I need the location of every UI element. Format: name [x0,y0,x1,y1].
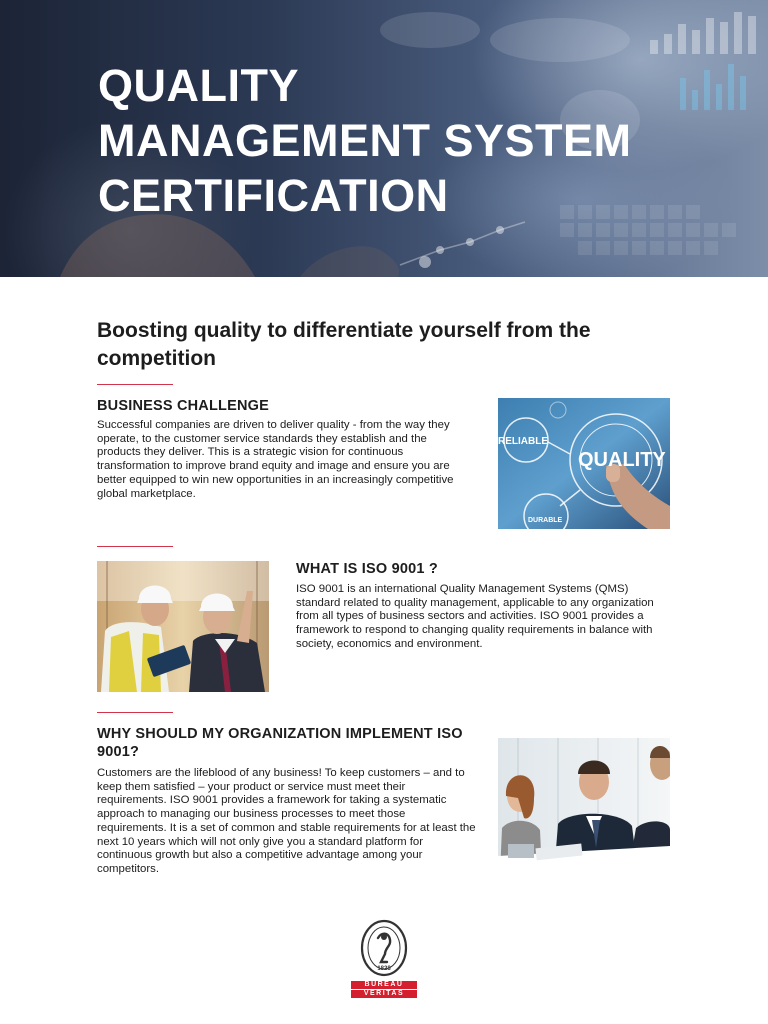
quality-touch-image [498,398,670,529]
title-line-3: CERTIFICATION [98,170,449,221]
title-line-1: QUALITY [98,60,299,111]
logo-label-top: BUREAU [351,981,417,989]
section-divider [97,712,173,713]
title-line-2: MANAGEMENT SYSTEM [98,115,632,166]
seal-icon [351,918,417,978]
section-divider [97,384,173,385]
business-challenge-heading: BUSINESS CHALLENGE [97,398,269,414]
what-is-iso-heading: WHAT IS ISO 9001 ? [296,561,438,577]
engineers-image [97,561,269,692]
seal-year: 1828 [377,966,391,972]
business-meeting-image [498,738,670,874]
bureau-veritas-logo [351,918,417,1000]
section-divider [97,546,173,547]
hero-banner [0,0,768,277]
business-challenge-body: Successful companies are driven to deliver quality - from the way they operate, to the customer service standards they establish and the products they deliver. This is a strategic vision for continuous transformation to improve brand equity and image and ensure you are better equipped to win new opportunities in an increasingly competitive global marketplace. [97,419,454,500]
quality-word: QUALITY [578,449,666,471]
logo-label-bottom: VERITAS [351,990,417,998]
what-is-iso-body: ISO 9001 is an international Quality Management Systems (QMS) standard related to quality management, applicable to any organization from all types of business sectors and activities. ISO 9001 provides a framework to respond to changing quality requirements in balance with society, economics and environment. [296,583,654,650]
subtitle: Boosting quality to differentiate yourself from the competition [97,319,591,370]
why-implement-body: Customers are the lifeblood of any business! To keep customers – and to keep them satisfied – your product or service must meet their requirements. ISO 9001 provides a framework for taking a systematic approach to managing our business processes to meet those requirements. It is a set of common and stable requirements for at least the next 10 years which will not only give you a standard platform for continuous growth but also a competitive advantage among your competitors. [97,767,476,875]
durable-word: DURABLE [528,517,563,524]
page-title [98,58,632,223]
why-implement-heading: WHY SHOULD MY ORGANIZATION IMPLEMENT ISO 9001? [97,726,463,760]
reliable-word: RELIABLE [498,436,548,447]
